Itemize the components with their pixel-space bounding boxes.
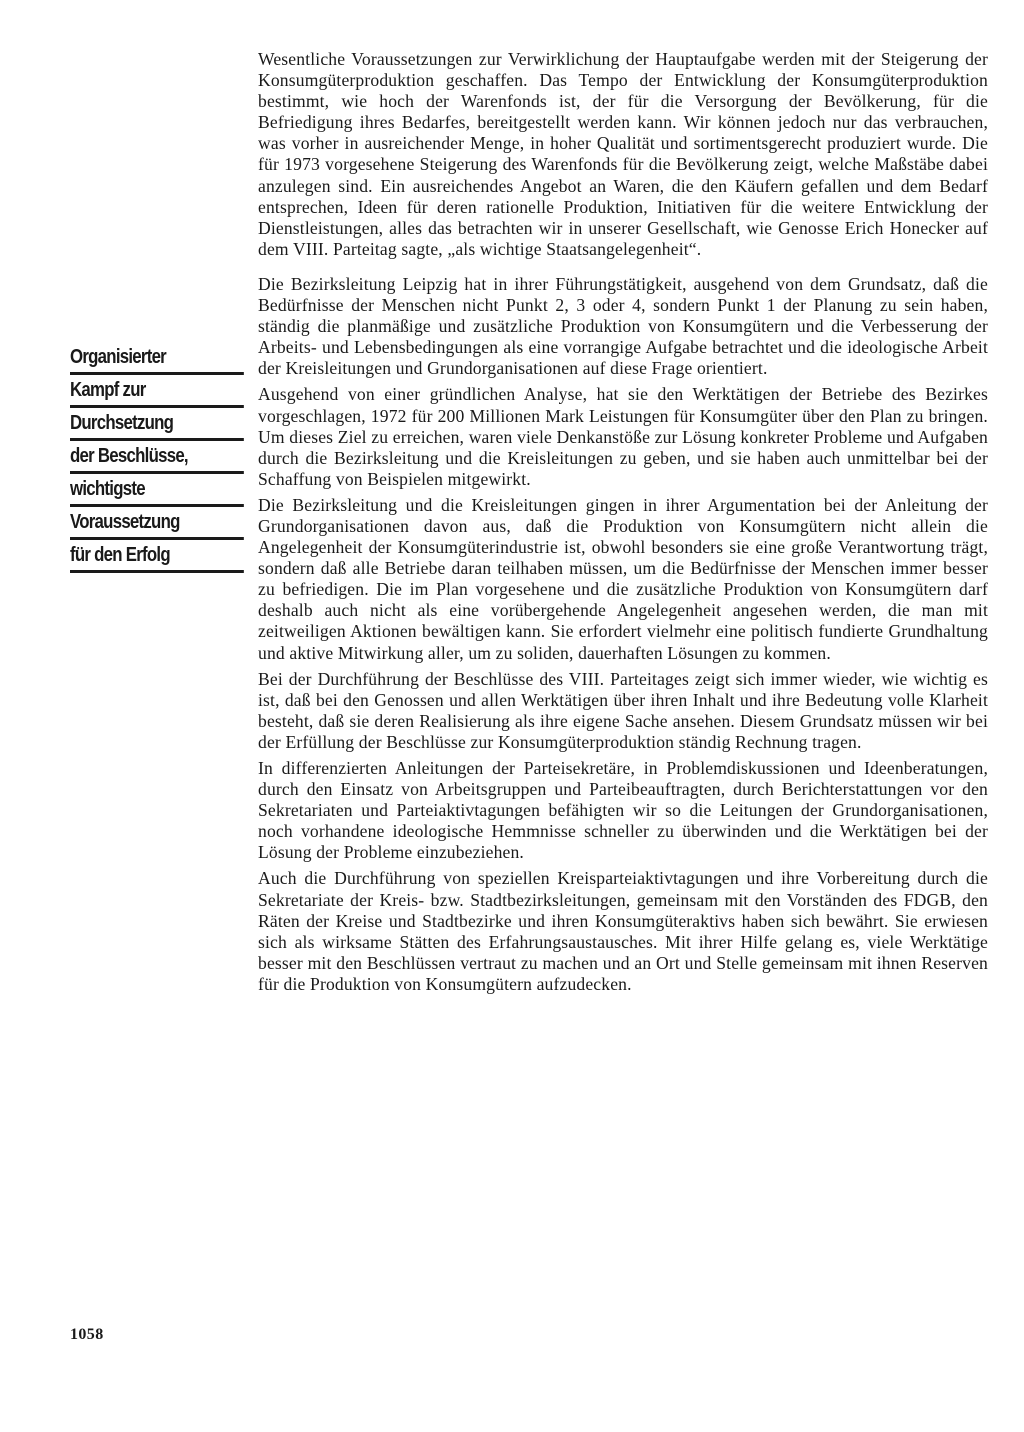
heading-underline [70, 504, 244, 507]
paragraph-4: Die Bezirksleitung und die Kreisleitungen gingen in ihrer Argumentation bei der Anleitung der Grundorganisationen davon aus, daß die Produktion von Konsumgütern nicht allein die Angelegenheit der Konsumgüterindustrie ist, obwohl besonders sie eine große Verantwortung trägt, sondern daß alle Betriebe daran teilhaben müssen, um die Bedürfnisse der Menschen immer besser zu befriedigen. Die im Plan vorgesehene und die zusätzliche Produktion von Konsumgütern darf deshalb auch nicht als eine vorübergehende Angelegenheit angesehen werden, die man mit zeitweiligen Aktionen bewältigen kann. Sie erfordert vielmehr eine politisch fundierte Grundhaltung und aktive Mitwirkung aller, um zu soliden, dauerhaften Lösungen zu kommen. [258, 494, 988, 663]
heading-underline [70, 405, 244, 408]
marginal-heading-line-6 [70, 510, 246, 536]
paragraph-6: In differenzierten Anleitungen der Parteisekretäre, in Problemdiskussionen und Ideenberatungen, durch den Einsatz von Arbeitsgruppen und Parteibeauftragten, durch Berichterstattungen vor den Sekretariaten und Parteiaktivtagungen befähigten wir so die Leitungen der Grundorganisationen, noch vorhandene ideologische Hemmnisse schneller zu überwinden und die Werktätigen bei der Lösung der Probleme einzubeziehen. [258, 758, 988, 863]
marginal-heading [70, 345, 248, 576]
paragraph-3: Ausgehend von einer gründlichen Analyse, hat sie den Werktätigen der Betriebe des Bezirkes vorgeschlagen, 1972 für 200 Millionen Mark Leistungen für Konsumgüter über den Plan zu bringen. Um dieses Ziel zu erreichen, waren viele Denkanstöße zur Lösung konkreter Probleme und Aufgaben durch die Bezirksleitung und die Kreisleitungen zu geben, und sie haben auch unmittelbar bei der Schaffung von Beispielen mitgewirkt. [258, 384, 988, 489]
page-number: 1058 [70, 1326, 104, 1343]
marginal-heading-line-3-text: Durchsetzung [70, 411, 174, 434]
heading-underline [70, 537, 244, 540]
heading-underline [70, 438, 244, 441]
paragraph-1: Wesentliche Voraussetzungen zur Verwirklichung der Hauptaufgabe werden mit der Steigerung der Konsumgüterproduktion geschaffen. Das Tempo der Entwicklung der Konsumgüterproduktion bestimmt, wie hoch der Warenfonds ist, der für die Versorgung der Bevölkerung, für die Befriedigung ihres Bedarfes, bereitgestellt werden kann. Wir können jedoch nur das verbrauchen, was vorher in ausreichender Menge, in hoher Qualität und sortimentsgerecht produziert wurde. Die für 1973 vorgesehene Steigerung des Warenfonds für die Bevölkerung zeigt, welche Maßstäbe dabei anzulegen sind. Ein ausreichendes Angebot an Waren, die den Käufern gefallen und dem Bedarf entsprechen, Ideen für deren rationelle Produktion, Initiativen für die weitere Entwicklung der Dienstleistungen, alles das betrachten wir in unserer Gesellschaft, wie Genosse Erich Honecker auf dem VIII. Parteitag sagte, „als wichtige Staatsangelegenheit“. [258, 49, 988, 259]
marginal-heading-line-4 [70, 444, 246, 470]
marginal-heading-line-5-text: wichtigste [70, 477, 145, 500]
marginal-heading-line-2-text: Kampf zur [70, 378, 146, 401]
paragraph-2: Die Bezirksleitung Leipzig hat in ihrer Führungstätigkeit, ausgehend von dem Grundsatz, daß die Bedürfnisse der Menschen nicht Punkt 2, 3 oder 4, sondern Punkt 1 der Planung zu sein haben, ständig die planmäßige und zusätzliche Produktion von Konsumgütern und die Verbesserung der Arbeits- und Lebensbedingungen als eine vorrangige Aufgabe betrachtet und die ideologische Arbeit der Kreisleitungen und Grundorganisationen auf diese Frage orientiert. [258, 273, 988, 379]
heading-underline [70, 372, 244, 375]
heading-underline [70, 570, 244, 573]
body-text-column [258, 49, 988, 995]
marginal-heading-line-5 [70, 477, 246, 503]
marginal-heading-line-3 [70, 411, 246, 437]
marginal-heading-line-1-text: Organisierter [70, 345, 166, 368]
paragraph-7: Auch die Durchführung von speziellen Kreisparteiaktivtagungen und ihre Vorbereitung durch die Sekretariate der Kreis- bzw. Stadtbezirksleitungen, gemeinsam mit den Vorständen des FDGB, den Räten der Kreise und Stadtbezirke und ihren Konsumgüteraktivs haben sich bewährt. Sie erwiesen sich als wirksame Stätten des Erfahrungsaustausches. Mit ihrer Hilfe gelang es, viele Werktätige besser mit den Beschlüssen vertraut zu machen und an Ort und Stelle gemeinsam mit ihnen Reserven für die Produktion von Konsumgütern aufzudecken. [258, 868, 988, 994]
paragraph-5: Bei der Durchführung der Beschlüsse des VIII. Parteitages zeigt sich immer wieder, wie wichtig es ist, daß bei den Genossen und allen Werktätigen über ihren Inhalt und ihre Bedeutung volle Klarheit besteht, daß sie deren Realisierung als ihre eigene Sache ansehen. Diesem Grundsatz müssen wir bei der Erfüllung der Beschlüsse zur Konsumgüterproduktion ständig Rechnung tragen. [258, 668, 988, 752]
heading-underline [70, 471, 244, 474]
marginal-heading-line-6-text: Voraussetzung [70, 510, 180, 533]
marginal-heading-line-7 [70, 543, 246, 569]
marginal-heading-line-1 [70, 345, 246, 371]
marginal-heading-line-4-text: der Beschlüsse, [70, 444, 188, 467]
marginal-heading-line-7-text: für den Erfolg [70, 543, 170, 566]
marginal-heading-line-2 [70, 378, 246, 404]
